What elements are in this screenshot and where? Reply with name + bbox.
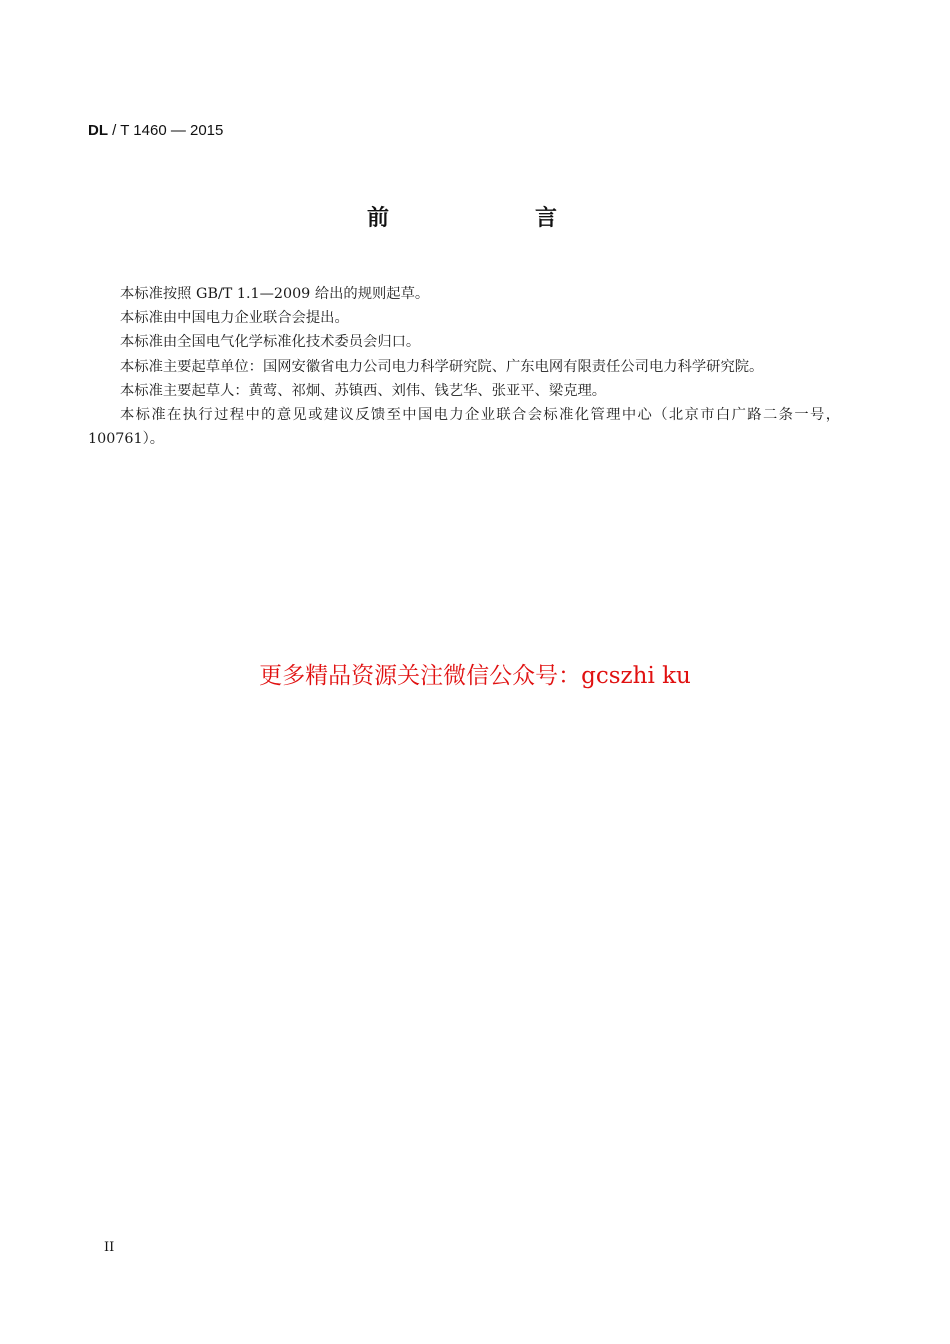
- standard-code: [88, 122, 223, 139]
- promo-watermark: 更多精品资源关注微信公众号：gcszhi ku: [259, 663, 691, 689]
- paragraph-feedback: 本标准在执行过程中的意见或建议反馈至中国电力企业联合会标准化管理中心（北京市白广路二条一号，100761）。: [88, 407, 840, 448]
- paragraph-proposer: 本标准由中国电力企业联合会提出。: [120, 310, 349, 327]
- standard-code-prefix: DL: [88, 122, 108, 139]
- page-title: 前 言: [366, 206, 619, 231]
- paragraph-drafting-rules: 本标准按照 GB/T 1.1—2009 给出的规则起草。: [120, 286, 430, 302]
- paragraph-committee: 本标准由全国电气化学标准化技术委员会归口。: [120, 334, 421, 351]
- paragraph-drafting-units: 本标准主要起草单位：国网安徽省电力公司电力科学研究院、广东电网有限责任公司电力科学研究院。: [120, 358, 764, 375]
- page-number: II: [104, 1240, 115, 1255]
- paragraph-drafters: 本标准主要起草人：黄莺、祁炯、苏镇西、刘伟、钱艺华、张亚平、梁克理。: [120, 382, 607, 399]
- foreword-body: [88, 282, 840, 451]
- standard-code-number: / T 1460 — 2015: [108, 122, 224, 139]
